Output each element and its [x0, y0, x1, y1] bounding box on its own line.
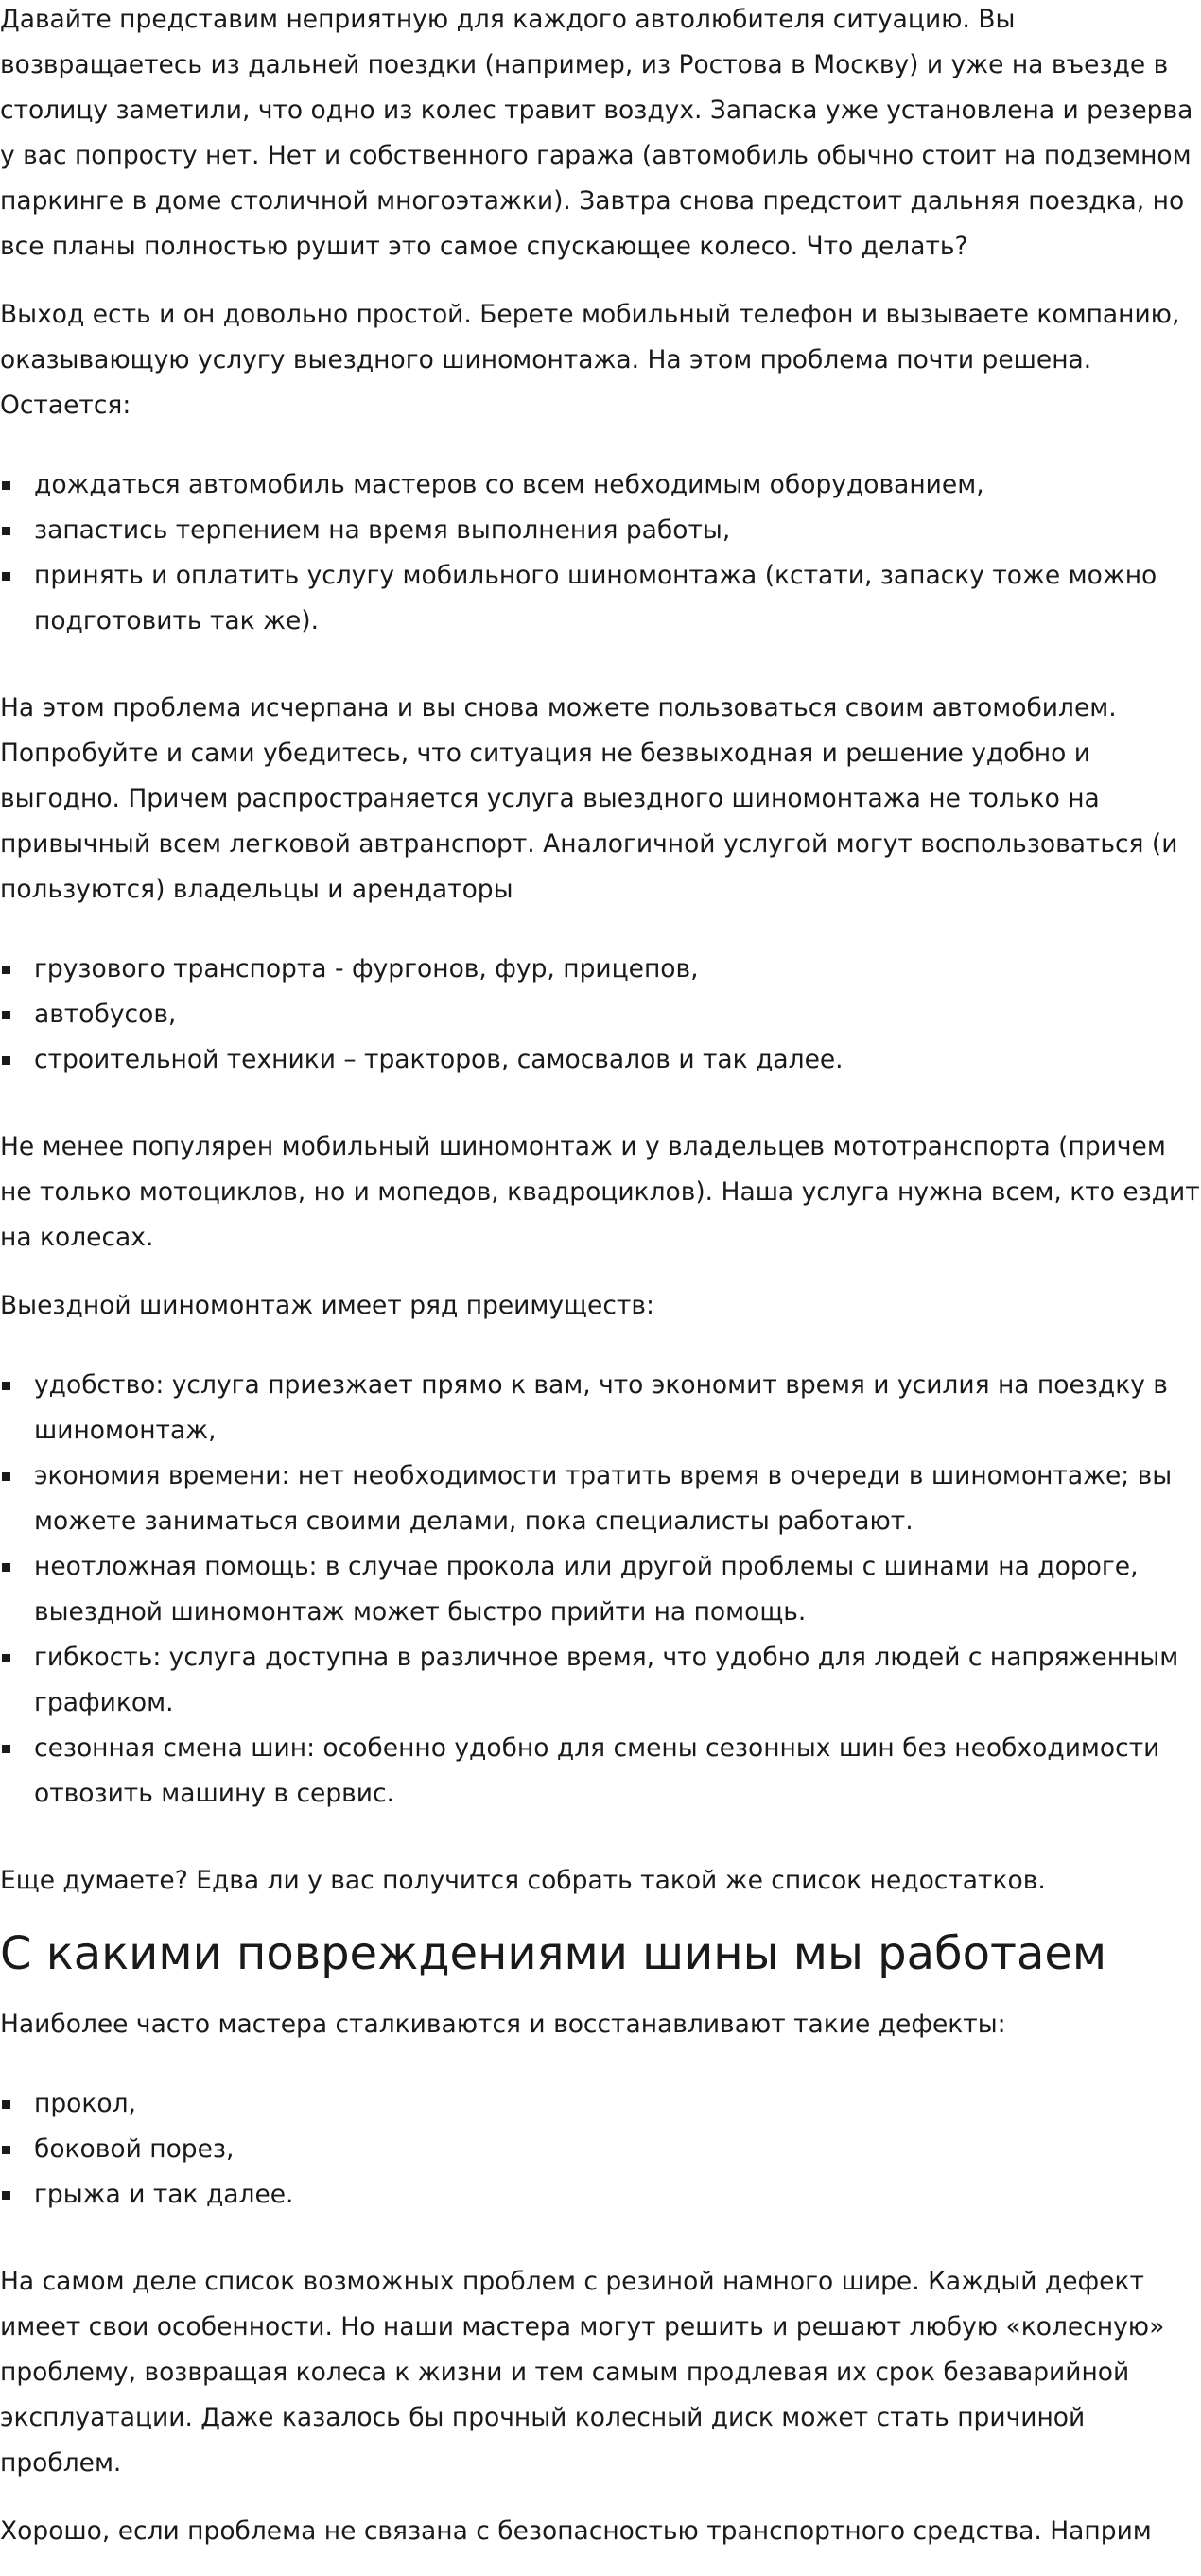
advantages-outro: Еще думаете? Едва ли у вас получится собрать такой же список недостатков.: [0, 1866, 1046, 1895]
section-heading: С какими повреждениями шины мы работаем: [0, 1927, 1107, 1980]
list-item: грузового транспорта - фургонов, фур, прицепов,: [34, 947, 1201, 992]
list-item: автобусов,: [34, 992, 1201, 1037]
list-item: запастись терпением на время выполнения работы,: [34, 508, 1201, 553]
advantages-list: [0, 1363, 1201, 1817]
last-paragraph: Хорошо, если проблема не связана с безопасностью транспортного средства. Наприм: [0, 2516, 1152, 2546]
list-item: прокол,: [34, 2081, 1201, 2127]
list-item: экономия времени: нет необходимости тратить время в очереди в шиномонтаже; вы можете заниматься своими делами, пока специалисты работают.: [34, 1453, 1201, 1544]
list-item: грыжа и так далее.: [34, 2172, 1201, 2218]
list-item: неотложная помощь: в случае прокола или другой проблемы с шинами на дороге, выездной шиномонтаж может быстро прийти на помощь.: [34, 1544, 1201, 1635]
defects-intro: Наиболее часто мастера сталкиваются и восстанавливают такие дефекты:: [0, 2010, 1006, 2039]
list-item: гибкость: услуга доступна в различное время, что удобно для людей с напряженным графиком.: [34, 1635, 1201, 1726]
intro-paragraph-2: Выход есть и он довольно простой. Берете мобильный телефон и вызываете компанию, оказывающую услугу выездного шиномонтажа. На этом проблема почти решена. Остается:: [0, 300, 1180, 420]
list-item: строительной техники – тракторов, самосвалов и так далее.: [34, 1037, 1201, 1083]
defects-paragraph: На самом деле список возможных проблем с резиной намного шире. Каждый дефект имеет свои особенности. Но наши мастера могут решить и решают любую «колесную» проблему, возвращая колеса к жизни и тем самым продлевая их срок безаварийной эксплуатации. Даже казалось бы прочный колесный диск может стать причиной проблем.: [0, 2267, 1165, 2478]
defects-list: [0, 2081, 1201, 2218]
intro-paragraph-1: Давайте представим неприятную для каждого автолюбителя ситуацию. Вы возвращаетесь из дальней поездки (например, из Ростова в Москву) и уже на въезде в столицу заметили, что одно из колес травит воздух. Запаска уже установлена и резерва у вас попросту нет. Нет и собственного гаража (автомобиль обычно стоит на подземном паркинге в доме столичной многоэтажки). Завтра снова предстоит дальняя поездка, но все планы полностью рушит это самое спускающее колесо. Что делать?: [0, 5, 1193, 261]
moto-paragraph: Не менее популярен мобильный шиномонтаж и у владельцев мототранспорта (причем не только мотоциклов, но и мопедов, квадроциклов). Наша услуга нужна всем, кто ездит на колесах.: [0, 1132, 1200, 1252]
vehicles-list: [0, 947, 1201, 1083]
list-item: принять и оплатить услугу мобильного шиномонтажа (кстати, запаску тоже можно подготовить так же).: [34, 553, 1201, 644]
list-item: сезонная смена шин: особенно удобно для смены сезонных шин без необходимости отвозить машину в сервис.: [34, 1726, 1201, 1817]
advantages-intro: Выездной шиномонтаж имеет ряд преимуществ:: [0, 1291, 654, 1320]
steps-list: [0, 462, 1201, 644]
list-item: боковой порез,: [34, 2127, 1201, 2172]
list-item: дождаться автомобиль мастеров со всем небходимым оборудованием,: [34, 462, 1201, 508]
list-item: удобство: услуга приезжает прямо к вам, что экономит время и усилия на поездку в шиномонтаж,: [34, 1363, 1201, 1453]
after-steps-paragraph: На этом проблема исчерпана и вы снова можете пользоваться своим автомобилем. Попробуйте и сами убедитесь, что ситуация не безвыходная и решение удобно и выгодно. Причем распространяется услуга выездного шиномонтажа не только на привычный всем легковой автранспорт. Аналогичной услугой могут воспользоваться (и пользуются) владельцы и арендаторы: [0, 693, 1178, 904]
